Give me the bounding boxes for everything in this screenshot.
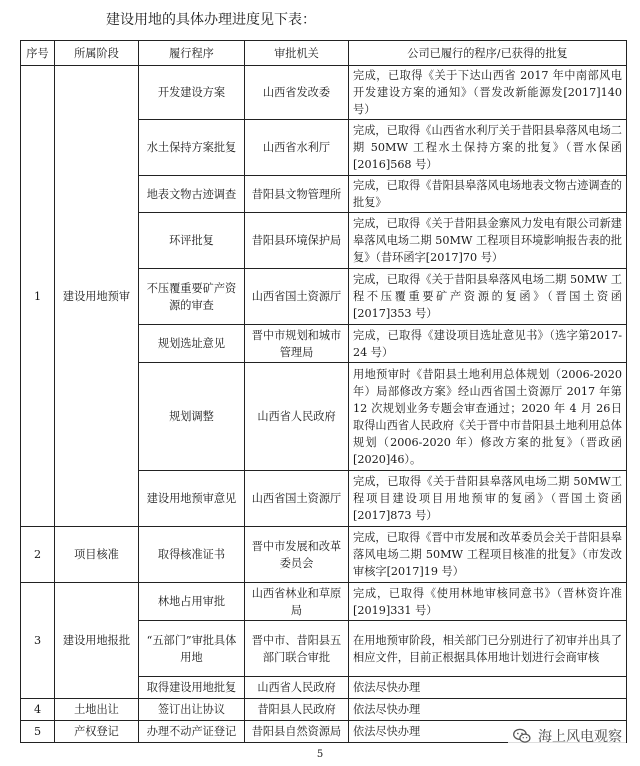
header-procedure: 履行程序 — [139, 41, 245, 66]
authority-cell: 山西省发改委 — [245, 66, 349, 120]
procedure-cell: 水土保持方案批复 — [139, 120, 245, 176]
procedure-cell: 取得核准证书 — [139, 527, 245, 583]
authority-cell: 昔阳县文物管理所 — [245, 176, 349, 213]
header-no: 序号 — [21, 41, 55, 66]
detail-cell: 完成，已取得《山西省水利厅关于昔阳县皋落风电场二期 50MW 工程水土保持方案的批复》（晋水保函[2016]568 号） — [349, 120, 627, 176]
procedure-cell: 地表文物古迹调查 — [139, 176, 245, 213]
procedure-cell: 规划调整 — [139, 363, 245, 471]
procedure-cell: “五部门”审批具体用地 — [139, 621, 245, 677]
procedure-cell: 办理不动产证登记 — [139, 721, 245, 743]
watermark-text: 海上风电观察 — [538, 729, 622, 745]
stage-number: 3 — [21, 583, 55, 699]
procedure-cell: 不压覆重要矿产资源的审查 — [139, 269, 245, 325]
stage-name: 建设用地预审 — [55, 66, 139, 527]
stage-number: 4 — [21, 699, 55, 721]
authority-cell: 晋中市、昔阳县五部门联合审批 — [245, 621, 349, 677]
table-row — [21, 66, 627, 120]
detail-cell: 完成，已取得《关于昔阳县皋落风电场二期 50MW 工程不压覆重要矿产资源的复函》（晋国土资函[2017]353 号） — [349, 269, 627, 325]
detail-cell: 完成，已取得《建设项目选址意见书》（选字第2017-24 号） — [349, 325, 627, 363]
procedure-cell: 签订出让协议 — [139, 699, 245, 721]
procedure-cell: 规划选址意见 — [139, 325, 245, 363]
progress-table — [20, 40, 627, 743]
procedure-cell: 建设用地预审意见 — [139, 471, 245, 527]
detail-cell: 依法尽快办理 — [349, 721, 627, 743]
authority-cell: 山西省人民政府 — [245, 363, 349, 471]
table-row — [21, 583, 627, 621]
detail-cell: 依法尽快办理 — [349, 699, 627, 721]
table-row — [21, 527, 627, 583]
intro-text: 建设用地的具体办理进度见下表： — [106, 12, 316, 28]
stage-number: 1 — [21, 66, 55, 527]
detail-cell: 完成，已取得《昔阳县皋落风电场地表文物古迹调查的批复》 — [349, 176, 627, 213]
detail-cell: 完成，已取得《使用林地审核同意书》（晋林资许准[2019]331 号） — [349, 583, 627, 621]
detail-cell: 依法尽快办理 — [349, 677, 627, 699]
stage-number: 5 — [21, 721, 55, 743]
authority-cell: 山西省林业和草原局 — [245, 583, 349, 621]
stage-name: 土地出让 — [55, 699, 139, 721]
authority-cell: 昔阳县环境保护局 — [245, 213, 349, 269]
authority-cell: 昔阳县自然资源局 — [245, 721, 349, 743]
authority-cell: 昔阳县人民政府 — [245, 699, 349, 721]
page-number: 5 — [316, 749, 324, 760]
detail-cell: 用地预审时《昔阳县土地利用总体规划（2006-2020年）局部修改方案》经山西省国土资源厅 2017 年第 12 次规划业务专题会审查通过；2020 年 4 月 26日取得山西省人民政府《关于晋中市昔阳县土地利用总体规划（2006-2020 年）修改方案的批复》（晋政函[2020]46）。 — [349, 363, 627, 471]
authority-cell: 晋中市规划和城市管理局 — [245, 325, 349, 363]
header-detail: 公司已履行的程序/已获得的批复 — [349, 41, 627, 66]
procedure-cell: 取得建设用地批复 — [139, 677, 245, 699]
detail-cell: 完成，已取得《晋中市发展和改革委员会关于昔阳县皋落风电场二期 50MW 工程项目核准的批复》（市发改审核字[2017]19 号） — [349, 527, 627, 583]
header-authority: 审批机关 — [245, 41, 349, 66]
authority-cell: 晋中市发展和改革委员会 — [245, 527, 349, 583]
detail-cell: 完成，已取得《关于昔阳县金寨风力发电有限公司新建皋落风电场二期 50MW 工程项目环境影响报告表的批复》（昔环函字[2017]70 号） — [349, 213, 627, 269]
header-stage: 所属阶段 — [55, 41, 139, 66]
procedure-cell: 林地占用审批 — [139, 583, 245, 621]
detail-cell: 完成，已取得《关于下达山西省 2017 年中南部风电开发建设方案的通知》（晋发改新能源发[2017]140 号） — [349, 66, 627, 120]
authority-cell: 山西省国土资源厅 — [245, 269, 349, 325]
table-row — [21, 699, 627, 721]
detail-cell: 完成，已取得《关于昔阳县皋落风电场二期 50MW工程项目建设项目用地预审的复函》（晋国土资函[2017]873 号） — [349, 471, 627, 527]
stage-name: 建设用地报批 — [55, 583, 139, 699]
authority-cell: 山西省国土资源厅 — [245, 471, 349, 527]
stage-name: 项目核准 — [55, 527, 139, 583]
wechat-icon — [512, 726, 532, 746]
watermark — [508, 724, 626, 748]
detail-cell: 在用地预审阶段，相关部门已分别进行了初审并出具了相应文件，目前正根据具体用地计划进行会商审核 — [349, 621, 627, 677]
table-header-row — [21, 41, 627, 66]
stage-name: 产权登记 — [55, 721, 139, 743]
authority-cell: 山西省水利厅 — [245, 120, 349, 176]
stage-number: 2 — [21, 527, 55, 583]
procedure-cell: 环评批复 — [139, 213, 245, 269]
procedure-cell: 开发建设方案 — [139, 66, 245, 120]
authority-cell: 山西省人民政府 — [245, 677, 349, 699]
